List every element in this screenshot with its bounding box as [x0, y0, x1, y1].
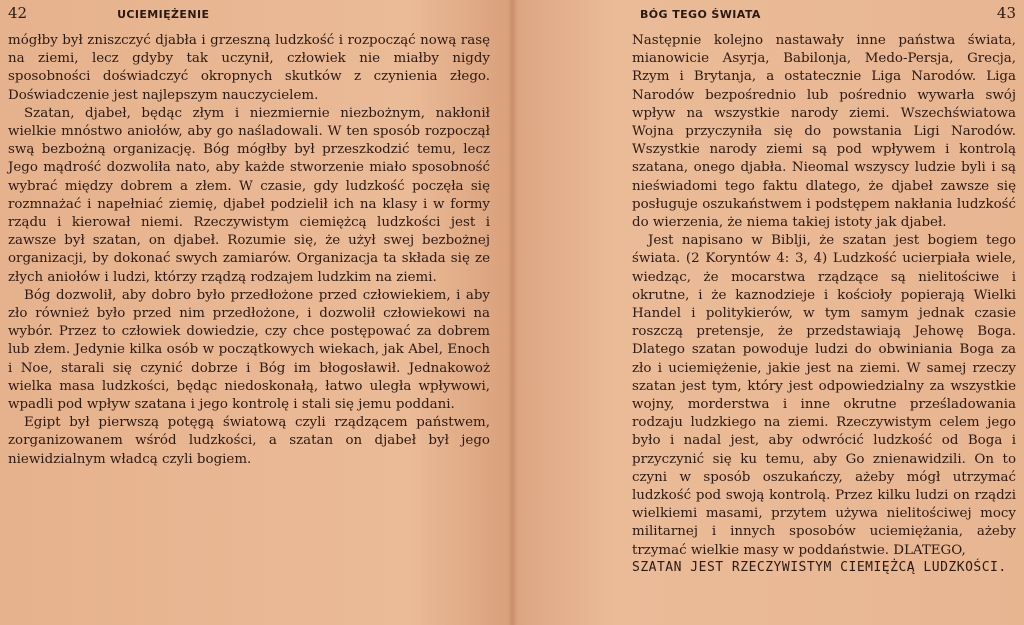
paragraph: Egipt był pierwszą potęgą światową czyli rządzącem państwem, zorganizowanem wśród ludzkości, a szatan on djabeł był jego niewidzialnym władcą czyli bogiem.	[8, 415, 490, 467]
running-title: BÓG TEGO ŚWIATA	[640, 8, 761, 21]
running-title: UCIEMIĘŻENIE	[117, 8, 210, 21]
page-number: 43	[996, 4, 1016, 22]
left-page-header	[8, 4, 490, 26]
paragraph: Szatan, djabeł, będąc złym i niezmiernie niezbożnym, nakłonił wielkie mnóstwo aniołów, aby go naśladowali. W ten sposób rozpoczął swą bezbożną organizację. Bóg mógłby był przeszkodzić temu, lecz Jego mądrość dozwoliła nato, aby każde stworzenie miało sposobność wybrać między dobrem a złem. W czasie, gdy ludzkość poczęła się rozmnażać i napełniać ziemię, djabeł podzielił ich na klasy i w formy rządu i kierował niemi. Rzeczywistym ciemiężcą ludzkości jest i zawsze był szatan, on djabeł. Rozumie się, że użył swej bezbożnej organizacji, by dokonać swych zamiarów. Organizacja ta składa się ze złych aniołów i ludzi, którzy rządzą rodzajem ludzkim na ziemi.	[8, 105, 490, 285]
right-page	[512, 0, 1024, 625]
right-page-header	[632, 4, 1016, 26]
emphasized-statement: SZATAN JEST RZECZYWISTYM CIEMIĘŻCĄ LUDZKOŚCI.	[632, 559, 1007, 575]
paragraph: Bóg dozwolił, aby dobro było przedłożone przed człowiekiem, i aby zło również było przed nim przedłożone, i dozwolił człowiekowi na wybór. Przez to człowiek dowiedzie, czy chce postępować za dobrem lub złem. Jedynie kilka osób w początkowych wiekach, jak Abel, Enoch i Noe, starali się czynić dobrze i Bóg im błogosławił. Jednakowoż wielka masa ludzkości, będąc niedoskonałą, łatwo uległa wpływowi, wpadli pod wpływ szatana i jego kontrolę i stali się jemu poddani.	[8, 287, 490, 413]
paragraph: Jest napisano w Biblji, że szatan jest bogiem tego świata. (2 Koryntów 4: 3, 4) Ludzkość ucierpiała wiele, wiedząc, że mocarstwa rządzące są nielitościwe i okrutne, i że kaznodzieje i kościoły popierają Wielki Handel i politykierów, w tym samym jednak czasie roszczą pretensje, że przedstawiają Jehowę Boga. Dlatego szatan powoduje ludzi do obwiniania Boga za zło i uciemiężenie, jakie jest na ziemi. W samej rzeczy szatan jest tym, który jest odpowiedzialny za wszystkie wojny, morderstwa i inne okrutne prześladowania rodzaju ludzkiego na ziemi. Rzeczywistym celem jego było i nadal jest, aby odwrócić ludzkość od Boga i przyczynić się ku temu, aby Go znienawidzili. On to czyni w sposób oszukańczy, ażeby mógł utrzymać ludzkość pod swoją kontrolą. Przez kilku ludzi on rządzi wielkiemi masami, przytem używa nielitościwej mocy militarnej i innych sposobów uciemiężania, ażeby trzymać wielkie masy w poddaństwie. DLATEGO,	[632, 233, 1016, 558]
paragraph: mógłby był zniszczyć djabła i grzeszną ludzkość i rozpocząć nową rasę na ziemi, lecz gdyby tak uczynił, człowiek nie miałby nigdy sposobności doświadczyć okropnych skutków z czynienia złego. Doświadczenie jest najlepszym nauczycielem.	[8, 33, 490, 103]
left-page-text	[8, 32, 490, 469]
page-number: 42	[8, 4, 28, 22]
right-page-text	[632, 32, 1016, 575]
paragraph: Następnie kolejno nastawały inne państwa świata, mianowicie Asyrja, Babilonja, Medo-Persja, Grecja, Rzym i Brytanja, a ostatecznie Liga Narodów. Liga Narodów bezpośrednio lub pośrednio wywarła swój wpływ na wszystkie narody ziemi. Wszechświatowa Wojna przyczyniła się do powstania Ligi Narodów. Wszystkie narody ziemi są pod wpływem i kontrolą szatana, onego djabła. Nieomal wszyscy ludzie byli i są nieświadomi tego faktu dlatego, że djabeł zawsze się posługuje oszukaństwem i podstępem nakłania ludzkość do wierzenia, że niema takiej istoty jak djabeł.	[632, 33, 1016, 231]
